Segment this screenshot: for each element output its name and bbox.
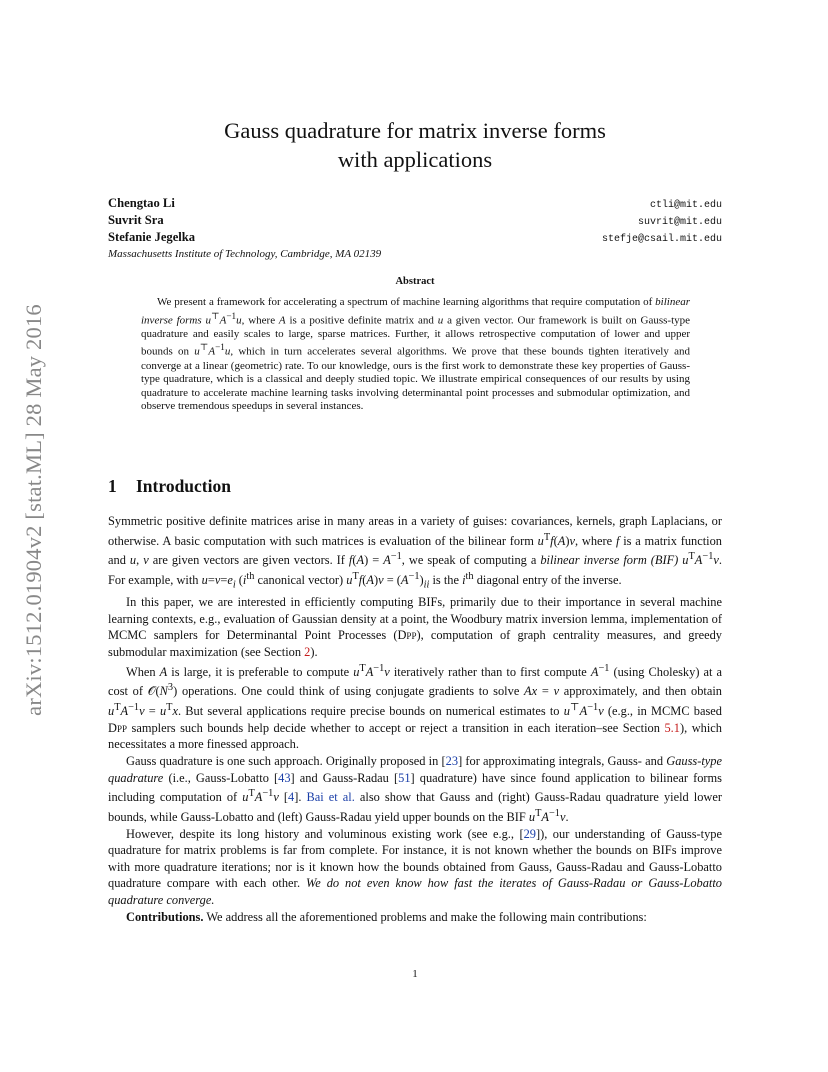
author-email[interactable]: stefje@csail.mit.edu xyxy=(601,234,722,245)
section-link[interactable]: 5.1 xyxy=(664,720,680,735)
citation-link[interactable]: 4 xyxy=(288,790,295,805)
author-block xyxy=(108,196,722,260)
section-title: Introduction xyxy=(136,476,231,496)
author-email[interactable]: ctli@mit.edu xyxy=(649,200,722,211)
author-row xyxy=(108,196,722,213)
abstract-heading: Abstract xyxy=(395,276,435,287)
paragraph: However, despite its long history and voluminous existing work (see e.g., [29]), our understanding of Gauss-type quadrature for matrix problems is far from complete. For instance, it is not known whether the bounds on BIFs improve with more quadrature iterations; nor is it known how the bounds obtained from Gauss, Gauss-Radau and Gauss-Lobatto quadrature compare with each other. We do not even know how fast the iterates of Gauss-Radau or Gauss-Lobatto quadrature converge. xyxy=(108,826,722,907)
author-row xyxy=(108,213,722,230)
author-row xyxy=(108,230,722,247)
author-name: Stefanie Jegelka xyxy=(108,230,196,244)
affiliation: Massachusetts Institute of Technology, Cambridge, MA 02139 xyxy=(108,248,382,260)
paragraph: When A is large, it is preferable to compute $u^TA^{-1}v$ iteratively rather than to first compute $A^{-1}$ (using Cholesky) at a cost of $𝒪(N^3)$ operations. One could think of using conjugate gradients to solve Ax = v approximately, and then obtain $u^TA^{-1}v = u^Tx$. But several applications require precise bounds on numerical estimates to $u^⊤A^{-1}v$ (e.g., in MCMC based Dpp samplers such bounds help decide whether to accept or reject a transition in each iteration–see Section 5.1), which necessitates a more finessed approach. xyxy=(108,662,722,752)
author-name: Suvrit Sra xyxy=(108,213,164,227)
paragraph: In this paper, we are interested in efficiently computing BIFs, primarily due to their importance in several machine learning contexts, e.g., evaluation of Gaussian density at a point, the Woodbury matrix inversion lemma, implementation of MCMC samplers for Determinantal Point Processes (Dpp), computation of graph centrality measures, and greedy submodular maximization (see Section 2). xyxy=(108,595,723,659)
citation-link[interactable]: 29 xyxy=(523,826,536,841)
abstract-text: We present a framework for accelerating a spectrum of machine learning algorithms that require computation of bilinear inverse forms $u^⊤A^{-1}u$, where A is a positive definite matrix and u a given vector. Our framework is built on Gauss-type quadrature and easily scales to large, sparse matrices. Further, it allows retrospective computation of lower and upper bounds on $u^⊤A^{-1}u$, which in turn accelerates several algorithms. We prove that these bounds tighten iteratively and converge at a linear (geometric) rate. To our knowledge, ours is the first work to demonstrate these key properties of Gauss-type quadrature, which is a classical and deeply studied topic. We illustrate empirical consequences of our results by using quadrature to accelerate machine learning tasks involving determinantal point processes and submodular optimization, and observe tremendous speedups in several instances. xyxy=(141,296,691,413)
author-email[interactable]: suvrit@mit.edu xyxy=(637,217,722,228)
section-number: 1 xyxy=(108,476,117,496)
citation-link[interactable]: 51 xyxy=(398,770,411,785)
paragraph: Symmetric positive definite matrices arise in many areas in a variety of guises: covariances, kernels, graph Laplacians, or otherwise. A basic computation with such matrices is evaluation of the bilinear form $u^Tf(A)v$, where f is a matrix function and u, v are given vectors are given vectors. If $f(A) = A^{-1}$, we speak of computing a bilinear inverse form (BIF) $u^TA^{-1}v$. For example, with $u=v=e_i$ ($i^{th}$ canonical vector) $u^Tf(A)v = (A^{-1})_{ii}$ is the $i^{th}$ diagonal entry of the inverse. xyxy=(108,514,722,591)
section-link[interactable]: 2 xyxy=(304,645,311,659)
citation-link[interactable]: 43 xyxy=(278,770,291,785)
citation-link[interactable]: Bai et al. xyxy=(306,790,355,805)
paragraph: Contributions. We address all the aforementioned problems and make the following main contributions: xyxy=(126,909,647,924)
page-number: 1 xyxy=(412,968,418,980)
paragraph: Gauss quadrature is one such approach. Originally proposed in [23] for approximating integrals, Gauss- and Gauss-type quadrature (i.e., Gauss-Lobatto [43] and Gauss-Radau [51] quadrature) have since found application to bilinear forms including computation of $u^TA^{-1}v$ [4]. Bai et al. also show that Gauss and (right) Gauss-Radau quadrature yield lower bounds, while Gauss-Lobatto and (left) Gauss-Radau yield upper bounds on the BIF $u^TA^{-1}v$. xyxy=(108,753,722,824)
paper-title: Gauss quadrature for matrix inverse forms with applications xyxy=(224,118,606,172)
arxiv-identifier: arXiv:1512.01904v2 [stat.ML] 28 May 2016 xyxy=(21,304,46,716)
citation-link[interactable]: 23 xyxy=(445,753,459,768)
author-name: Chengtao Li xyxy=(108,196,175,210)
body-text xyxy=(108,513,722,925)
section-heading xyxy=(108,476,231,497)
arxiv-sidebar xyxy=(12,270,56,750)
